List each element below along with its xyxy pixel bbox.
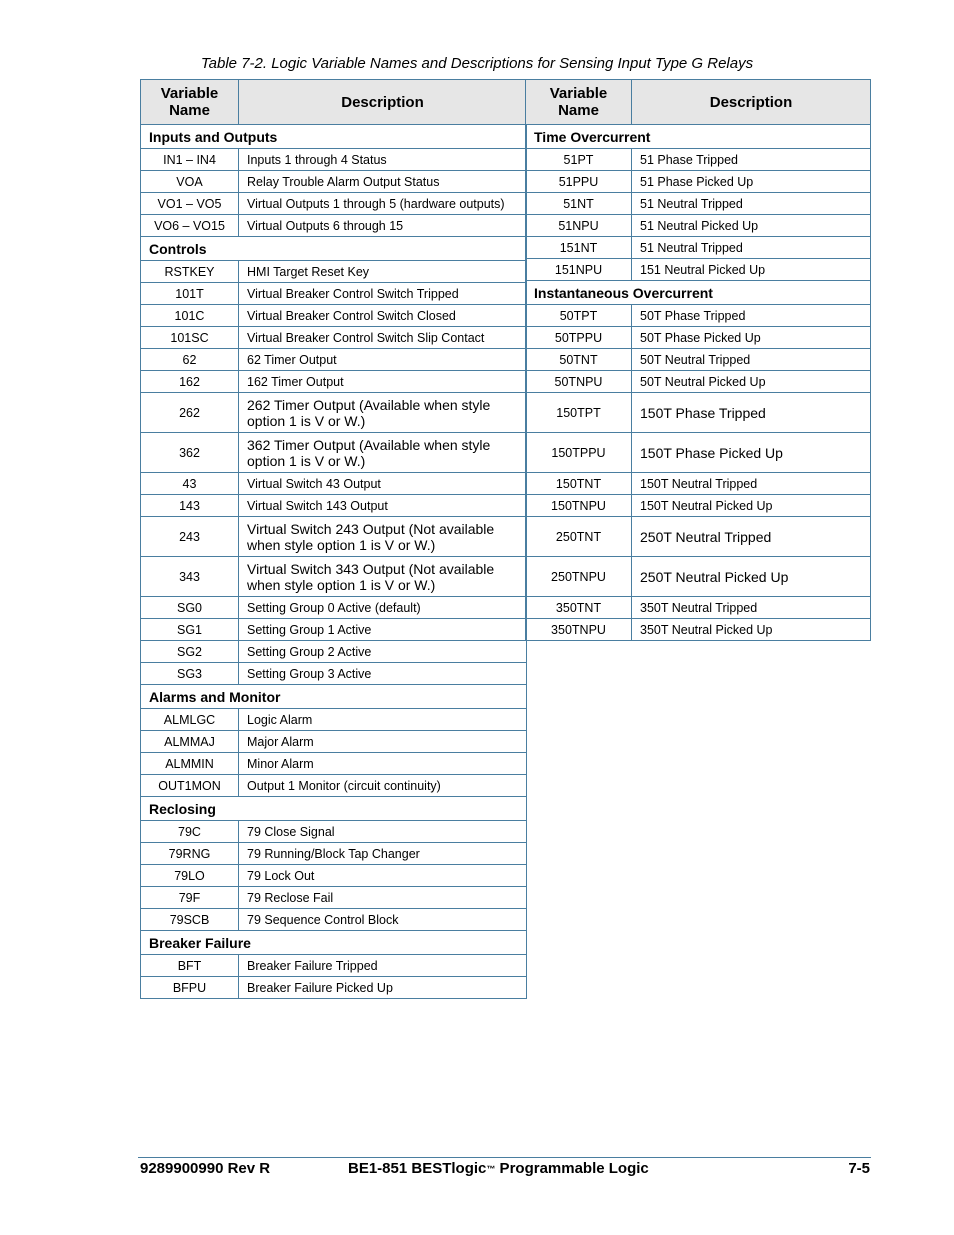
table-row <box>526 171 871 193</box>
table-row <box>526 259 871 281</box>
variable-name: 51PT <box>526 149 632 171</box>
left-description-header: Description <box>239 80 527 125</box>
variable-name: VO6 – VO15 <box>141 215 239 237</box>
table-row <box>526 349 871 371</box>
section-title: Reclosing <box>141 797 527 821</box>
section-row <box>526 125 871 149</box>
variable-description: 79 Sequence Control Block <box>239 909 527 931</box>
section-title: Inputs and Outputs <box>141 125 527 149</box>
table-row <box>141 821 527 843</box>
table-row <box>526 371 871 393</box>
footer-page-number: 7-5 <box>848 1160 870 1177</box>
table-row <box>141 641 527 663</box>
variable-description: Minor Alarm <box>239 753 527 775</box>
table-row <box>526 327 871 349</box>
table-row <box>526 393 871 433</box>
section-title: Controls <box>141 237 527 261</box>
variable-name: SG1 <box>141 619 239 641</box>
variable-name: 101T <box>141 283 239 305</box>
variable-name: 51NPU <box>526 215 632 237</box>
table-row <box>141 261 527 283</box>
table-row <box>141 843 527 865</box>
table-row <box>526 149 871 171</box>
variable-name: 50TNT <box>526 349 632 371</box>
variable-name: 343 <box>141 557 239 597</box>
variable-name: 250TNPU <box>526 557 632 597</box>
table-row <box>141 305 527 327</box>
variable-description: 51 Neutral Picked Up <box>632 215 871 237</box>
table-row <box>526 517 871 557</box>
variable-description: 350T Neutral Tripped <box>632 597 871 619</box>
section-row <box>141 685 527 709</box>
variable-description: Virtual Switch 43 Output <box>239 473 527 495</box>
table-row <box>141 433 527 473</box>
variable-description: 62 Timer Output <box>239 349 527 371</box>
table-row <box>141 557 527 597</box>
variable-name: 243 <box>141 517 239 557</box>
variable-description: 79 Running/Block Tap Changer <box>239 843 527 865</box>
variable-description: Setting Group 1 Active <box>239 619 527 641</box>
variable-name: BFT <box>141 955 239 977</box>
variable-name: 150TNT <box>526 473 632 495</box>
variable-description: 262 Timer Output (Available when style option 1 is V or W.) <box>239 393 527 433</box>
variable-description: Virtual Breaker Control Switch Tripped <box>239 283 527 305</box>
table-row <box>141 731 527 753</box>
variable-name: ALMMIN <box>141 753 239 775</box>
table-row <box>141 473 527 495</box>
variable-description: Breaker Failure Picked Up <box>239 977 527 999</box>
variable-description: Virtual Switch 143 Output <box>239 495 527 517</box>
variable-description: Virtual Outputs 6 through 15 <box>239 215 527 237</box>
variable-description: Setting Group 2 Active <box>239 641 527 663</box>
left-name-header: Variable Name <box>141 80 239 125</box>
table-row <box>141 349 527 371</box>
table-row <box>526 237 871 259</box>
table-row <box>141 495 527 517</box>
variable-name: SG3 <box>141 663 239 685</box>
variable-name: 79F <box>141 887 239 909</box>
section-title: Alarms and Monitor <box>141 685 527 709</box>
variable-name: 362 <box>141 433 239 473</box>
variable-name: 79SCB <box>141 909 239 931</box>
table-row <box>141 149 527 171</box>
variable-name: 151NPU <box>526 259 632 281</box>
variable-description: 250T Neutral Tripped <box>632 517 871 557</box>
table-row <box>526 193 871 215</box>
variable-description: 362 Timer Output (Available when style option 1 is V or W.) <box>239 433 527 473</box>
variable-description: 51 Neutral Tripped <box>632 193 871 215</box>
variable-name: 79LO <box>141 865 239 887</box>
table-row <box>526 305 871 327</box>
variable-name: 50TPT <box>526 305 632 327</box>
variable-description: 79 Close Signal <box>239 821 527 843</box>
table-row <box>141 283 527 305</box>
variable-description: Virtual Breaker Control Switch Slip Contact <box>239 327 527 349</box>
section-title: Instantaneous Overcurrent <box>526 281 871 305</box>
table-row <box>526 597 871 619</box>
table-row <box>141 327 527 349</box>
variable-name: 50TNPU <box>526 371 632 393</box>
section-title: Breaker Failure <box>141 931 527 955</box>
variable-name: 143 <box>141 495 239 517</box>
variable-name: BFPU <box>141 977 239 999</box>
footer-title <box>348 1160 649 1177</box>
variable-description: 150T Phase Picked Up <box>632 433 871 473</box>
table-row <box>141 597 527 619</box>
variable-name: ALMLGC <box>141 709 239 731</box>
variable-description: 79 Lock Out <box>239 865 527 887</box>
variable-name: 51NT <box>526 193 632 215</box>
variable-description: 150T Phase Tripped <box>632 393 871 433</box>
variable-name: 350TNT <box>526 597 632 619</box>
variable-description: Virtual Switch 343 Output (Not available when style option 1 is V or W.) <box>239 557 527 597</box>
variable-name: 162 <box>141 371 239 393</box>
table-row <box>141 393 527 433</box>
table-row <box>141 171 527 193</box>
variable-name: 43 <box>141 473 239 495</box>
variable-name: SG0 <box>141 597 239 619</box>
variable-description: Virtual Outputs 1 through 5 (hardware outputs) <box>239 193 527 215</box>
variable-description: 50T Phase Tripped <box>632 305 871 327</box>
section-row <box>141 125 527 149</box>
variable-name: VOA <box>141 171 239 193</box>
variable-name: 50TPPU <box>526 327 632 349</box>
variable-name: 250TNT <box>526 517 632 557</box>
variable-description: 79 Reclose Fail <box>239 887 527 909</box>
variable-name: RSTKEY <box>141 261 239 283</box>
table-row <box>526 619 871 641</box>
variable-name: 262 <box>141 393 239 433</box>
footer-doc-number: 9289900990 Rev R <box>140 1160 271 1177</box>
variable-name: 150TNPU <box>526 495 632 517</box>
table-row <box>141 619 527 641</box>
footer-title-main: BE1-851 BESTlogic <box>348 1160 487 1177</box>
table-row <box>526 215 871 237</box>
variable-description: 50T Neutral Tripped <box>632 349 871 371</box>
table-row <box>526 433 871 473</box>
variable-name: 350TNPU <box>526 619 632 641</box>
variable-description: Logic Alarm <box>239 709 527 731</box>
section-row <box>526 281 871 305</box>
variable-description: Setting Group 3 Active <box>239 663 527 685</box>
table-row <box>141 865 527 887</box>
variable-description: 250T Neutral Picked Up <box>632 557 871 597</box>
variable-name: ALMMAJ <box>141 731 239 753</box>
section-row <box>141 931 527 955</box>
variable-name: SG2 <box>141 641 239 663</box>
table-row <box>141 371 527 393</box>
table-caption: Table 7-2. Logic Variable Names and Descriptions for Sensing Input Type G Relays <box>200 55 754 72</box>
variable-name: 51PPU <box>526 171 632 193</box>
variable-description: Relay Trouble Alarm Output Status <box>239 171 527 193</box>
table-row <box>141 709 527 731</box>
variable-name: 79RNG <box>141 843 239 865</box>
table-row <box>141 753 527 775</box>
variable-description: Inputs 1 through 4 Status <box>239 149 527 171</box>
variable-description: 51 Phase Picked Up <box>632 171 871 193</box>
variable-description: Output 1 Monitor (circuit continuity) <box>239 775 527 797</box>
table-row <box>141 193 527 215</box>
variable-description: Breaker Failure Tripped <box>239 955 527 977</box>
footer-title-rest: Programmable Logic <box>495 1160 649 1177</box>
right-description-header: Description <box>632 80 871 125</box>
variable-description: 51 Neutral Tripped <box>632 237 871 259</box>
table-row <box>141 909 527 931</box>
variable-name: VO1 – VO5 <box>141 193 239 215</box>
variable-description: 150T Neutral Tripped <box>632 473 871 495</box>
variable-description: 51 Phase Tripped <box>632 149 871 171</box>
footer-trademark: ™ <box>486 1164 496 1174</box>
left-table-body <box>141 125 527 999</box>
left-variable-table <box>140 79 527 999</box>
variable-description: 151 Neutral Picked Up <box>632 259 871 281</box>
right-name-header: Variable Name <box>526 80 632 125</box>
variable-name: OUT1MON <box>141 775 239 797</box>
footer-rule <box>138 1157 871 1158</box>
variable-description: 350T Neutral Picked Up <box>632 619 871 641</box>
section-row <box>141 237 527 261</box>
table-row <box>141 887 527 909</box>
variable-description: 150T Neutral Picked Up <box>632 495 871 517</box>
table-row <box>141 663 527 685</box>
variable-name: 79C <box>141 821 239 843</box>
right-variable-table <box>525 79 871 641</box>
table-row <box>141 517 527 557</box>
section-title: Time Overcurrent <box>526 125 871 149</box>
variable-name: 62 <box>141 349 239 371</box>
variable-name: 101SC <box>141 327 239 349</box>
variable-name: 150TPPU <box>526 433 632 473</box>
table-row <box>526 495 871 517</box>
right-table-body <box>526 125 871 641</box>
variable-name: 151NT <box>526 237 632 259</box>
section-row <box>141 797 527 821</box>
variable-description: Virtual Switch 243 Output (Not available when style option 1 is V or W.) <box>239 517 527 557</box>
variable-description: HMI Target Reset Key <box>239 261 527 283</box>
variable-description: Major Alarm <box>239 731 527 753</box>
variable-name: 101C <box>141 305 239 327</box>
table-row <box>526 557 871 597</box>
table-row <box>141 977 527 999</box>
table-row <box>141 775 527 797</box>
variable-description: 162 Timer Output <box>239 371 527 393</box>
variable-description: 50T Neutral Picked Up <box>632 371 871 393</box>
variable-name: IN1 – IN4 <box>141 149 239 171</box>
table-row <box>141 215 527 237</box>
variable-name: 150TPT <box>526 393 632 433</box>
table-row <box>526 473 871 495</box>
variable-description: Virtual Breaker Control Switch Closed <box>239 305 527 327</box>
table-row <box>141 955 527 977</box>
variable-description: 50T Phase Picked Up <box>632 327 871 349</box>
variable-description: Setting Group 0 Active (default) <box>239 597 527 619</box>
